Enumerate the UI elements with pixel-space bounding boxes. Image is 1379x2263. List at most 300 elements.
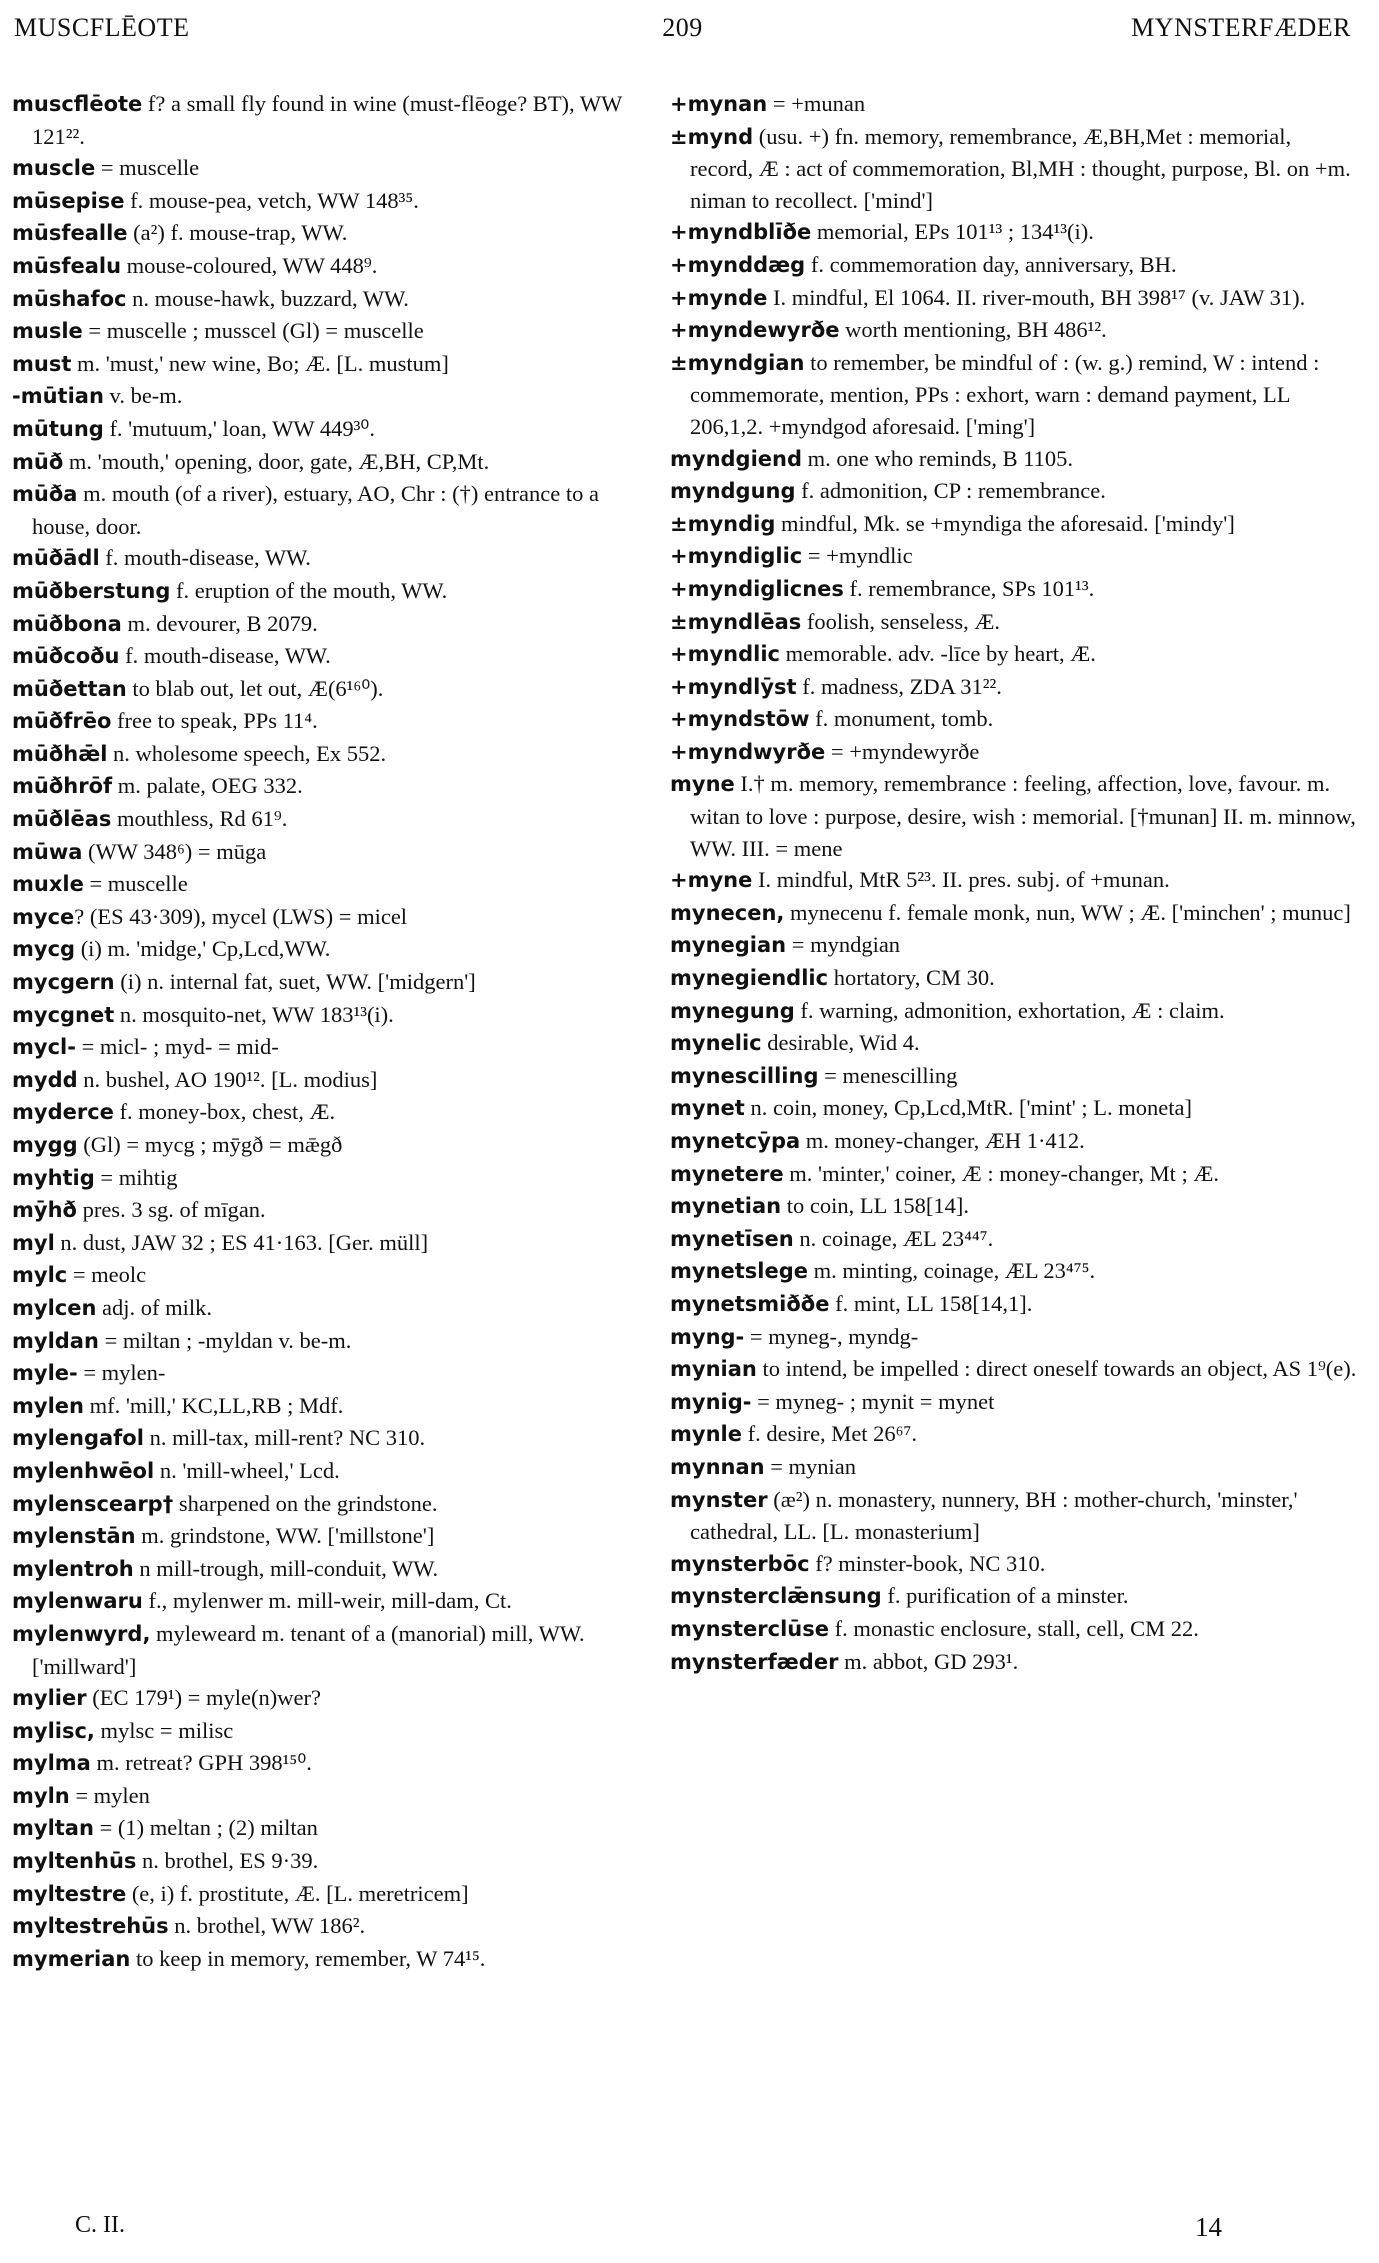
entry-headword: mūðcoðu [12,644,120,669]
dictionary-entry [670,1613,1358,1646]
entry-definition: (æ²) n. monastery, nunnery, BH : mother-church, 'minster,' cathedral, LL. [L. monasterium] [690,1486,1298,1545]
entry-definition: m. 'must,' new wine, Bo; Æ. [L. mustum] [71,350,449,376]
dictionary-entry [12,803,662,836]
entry-definition: m. palate, OEG 332. [112,773,303,799]
dictionary-entry [670,88,1358,121]
entry-headword: +myne [670,868,753,893]
dictionary-entry [670,1321,1358,1354]
dictionary-entry [12,868,662,901]
dictionary-entry [670,929,1358,962]
entry-headword: -mūtian [12,384,104,409]
entry-headword: mylma [12,1751,91,1776]
entry-definition: m. money-changer, ÆH 1·412. [800,1128,1085,1153]
entry-definition: n. mouse-hawk, buzzard, WW. [126,285,409,311]
entry-headword: mynegiendlic [670,966,829,991]
entry-definition: n. 'mill-wheel,' Lcd. [154,1457,340,1483]
dictionary-entry [12,1162,662,1195]
entry-definition: ? (ES 43·309), mycel (LWS) = micel [74,903,408,929]
dictionary-entry [670,1451,1358,1484]
entry-definition: = muscelle [95,155,200,181]
entry-headword: ±myndgian [670,350,805,375]
entry-definition: memorial, EPs 101¹³ ; 134¹³(i). [811,219,1094,245]
dictionary-entry [12,217,662,250]
dictionary-entry [12,770,662,803]
entry-headword: mycl- [12,1035,76,1060]
dictionary-entry [12,933,662,966]
dictionary-entry [670,864,1358,897]
entry-definition: = (1) meltan ; (2) miltan [93,1815,318,1841]
dictionary-entry [12,446,662,479]
dictionary-entry [12,1618,662,1682]
entry-headword: mylen [12,1393,84,1418]
dictionary-entry [12,1878,662,1911]
entry-definition: = muscelle [83,871,188,897]
entry-definition: worth mentioning, BH 486¹². [839,317,1107,343]
entry-headword: mūðbona [12,611,122,636]
dictionary-entry [12,1227,662,1260]
dictionary-entry [12,705,662,738]
entry-headword: mūðhrōf [12,774,113,799]
entry-definition: = +myndewyrðe [825,738,980,764]
entry-definition: to blab out, let out, Æ(6¹⁶⁰). [126,675,384,701]
entry-headword: +myndiglicnes [670,576,844,601]
dictionary-entry [670,1060,1358,1093]
dictionary-entry [670,1223,1358,1256]
entry-headword: mylenwaru [12,1589,143,1614]
entry-headword: mynle [670,1422,742,1447]
entry-definition: (i) m. 'midge,' Cp,Lcd,WW. [75,936,331,962]
entry-definition: n. dust, JAW 32 ; ES 41·163. [Ger. müll] [54,1229,429,1255]
dictionary-entry [670,347,1358,443]
entry-definition: = muscelle ; musscel (Gl) = muscelle [82,318,424,344]
entry-definition: f. monastic enclosure, stall, cell, CM 22. [829,1615,1199,1641]
entry-definition: m. one who reminds, B 1105. [802,445,1074,471]
dictionary-entry [12,348,662,381]
dictionary-entry [12,1455,662,1488]
entry-definition: n. mill-tax, mill-rent? NC 310. [143,1425,426,1451]
entry-headword: must [12,351,72,376]
entry-headword: +mynde [670,285,768,310]
entry-headword: mygg [12,1133,78,1157]
right-column [670,88,1358,1678]
entry-definition: n. wholesome speech, Ex 552. [107,740,387,766]
entry-definition: (WW 348⁶) = mūga [82,838,267,864]
dictionary-entry [12,1129,662,1162]
entry-headword: mynsterclǣnsung [670,1584,882,1609]
dictionary-entry [670,1158,1358,1191]
entry-definition: n. coinage, ÆL 23⁴⁴⁷. [793,1225,994,1251]
dictionary-entry [12,1715,662,1748]
entry-headword: myderce [12,1100,114,1125]
dictionary-entry [12,901,662,934]
entry-headword: mylenstān [12,1524,136,1549]
entry-headword: ±myndig [670,511,776,536]
entry-headword: mycgnet [12,1002,115,1027]
dictionary-entry [670,216,1358,249]
entry-headword: +myndstōw [670,707,810,732]
dictionary-entry [12,380,662,413]
dictionary-entry [12,315,662,348]
entry-definition: f. mouth-disease, WW. [119,643,331,669]
entry-definition: mindful, Mk. se +myndiga the aforesaid. ['mindy'] [775,510,1235,536]
dictionary-entry [670,1548,1358,1581]
entry-definition: = myneg- ; mynit = mynet [751,1388,995,1414]
entry-definition: free to speak, PPs 11⁴. [111,708,318,734]
dictionary-entry [12,1422,662,1455]
entry-definition: (Gl) = mycg ; mȳgð = mǣgð [77,1132,343,1157]
entry-headword: mūðberstung [12,578,171,603]
entry-definition: n mill-trough, mill-conduit, WW. [133,1555,439,1581]
entry-definition: to intend, be impelled : direct oneself towards an object, AS 1⁹(e). [756,1356,1357,1382]
entry-definition: f. 'mutuum,' loan, WW 449³⁰. [103,415,375,441]
dictionary-entry [670,703,1358,736]
entry-headword: mūsfealle [12,221,128,246]
entry-headword: mynegung [670,998,795,1023]
entry-definition: = menescilling [818,1062,958,1088]
entry-headword: myltenhūs [12,1849,137,1874]
entry-definition: f. mint, LL 158[14,1]. [829,1290,1033,1316]
dictionary-entry [670,1386,1358,1419]
entry-headword: muscflēote [12,92,143,116]
footer-page-label: 14 [1195,2212,1222,2242]
entry-definition: n. brothel, WW 186². [168,1913,366,1939]
entry-definition: n. coin, money, Cp,Lcd,MtR. ['mint' ; L. moneta] [744,1095,1193,1121]
entry-definition: m. abbot, GD 293¹. [838,1648,1019,1674]
dictionary-entry [670,282,1358,315]
entry-definition: m. minting, coinage, ÆL 23⁴⁷⁵. [808,1258,1096,1284]
entry-headword: ±mynd [670,124,754,149]
entry-definition: to keep in memory, remember, W 74¹⁵. [130,1945,486,1971]
entry-definition: adj. of milk. [96,1294,213,1320]
entry-definition: mylsc = milisc [94,1717,234,1743]
dictionary-entry [12,478,662,542]
dictionary-entry [12,1910,662,1943]
dictionary-entry [670,1190,1358,1223]
dictionary-entry [12,283,662,316]
entry-headword: myltestre [12,1881,127,1906]
entry-definition: = mylen [69,1782,150,1808]
dictionary-entry [670,1288,1358,1321]
dictionary-entry [12,1845,662,1878]
entry-headword: mynetīsen [670,1226,794,1251]
entry-headword: ±myndlēas [670,609,802,634]
entry-headword: +myndewyrðe [670,318,840,343]
entry-headword: +myndwyrðe [670,739,826,764]
dictionary-entry [12,966,662,999]
dictionary-entry [12,738,662,771]
entry-headword: muxle [12,872,84,897]
entry-definition: f. warning, admonition, exhortation, Æ : claim. [794,997,1225,1023]
entry-headword: mūðfrēo [12,709,112,734]
entry-headword: mylenscearp† [12,1491,174,1516]
entry-definition: to remember, be mindful of : (w. g.) remind, W : intend : commemorate, mention, PPs : exhort, warn : demand payment, LL 206,1,2. +myndgod aforesaid. ['ming'] [690,349,1320,439]
entry-headword: +mynddæg [670,252,806,277]
dictionary-entry [670,573,1358,606]
dictionary-entry [670,249,1358,282]
dictionary-entry [12,640,662,673]
entry-definition: f., mylenwer m. mill-weir, mill-dam, Ct. [142,1588,512,1614]
dictionary-entry [12,1585,662,1618]
dictionary-entry [12,1747,662,1780]
dictionary-entry [12,575,662,608]
entry-definition: (i) n. internal fat, suet, WW. ['midgern'] [114,969,476,995]
left-column [12,88,662,1975]
entry-headword: mylenwyrd, [12,1621,151,1646]
entry-headword: mylc [12,1263,68,1288]
dictionary-entry [12,1357,662,1390]
entry-definition: I. mindful, El 1064. II. river-mouth, BH 398¹⁷ (v. JAW 31). [767,284,1306,310]
entry-headword: mynegian [670,933,787,958]
entry-headword: mylcen [12,1295,97,1320]
entry-headword: +myndiglic [670,544,803,569]
entry-headword: mȳhð [12,1198,77,1223]
entry-headword: myce [12,904,75,929]
dictionary-entry [670,736,1358,769]
entry-definition: f. eruption of the mouth, WW. [170,577,448,603]
entry-definition: = miltan ; -myldan v. be-m. [98,1327,352,1353]
entry-definition: to coin, LL 158[14]. [781,1193,970,1219]
dictionary-entry [670,1255,1358,1288]
dictionary-entry [12,999,662,1032]
dictionary-entry [670,475,1358,508]
running-header [14,8,1351,48]
entry-headword: mynnan [670,1454,765,1479]
entry-headword: mynster [670,1487,768,1512]
entry-definition: (EC 179¹) = myle(n)wer? [86,1685,321,1711]
dictionary-entry [670,540,1358,573]
entry-headword: myle- [12,1361,78,1386]
entry-headword: mūwa [12,839,83,864]
dictionary-entry [670,508,1358,541]
dictionary-entry [12,1943,662,1976]
dictionary-entry [12,1812,662,1845]
entry-definition: = +myndlic [802,543,913,569]
entry-definition: m. grindstone, WW. ['millstone'] [135,1523,435,1549]
entry-headword: mynecen, [670,900,785,925]
dictionary-entry [670,671,1358,704]
entry-headword: mūðādl [12,546,100,571]
entry-definition: n. bushel, AO 190¹². [L. modius] [77,1066,378,1092]
dictionary-entry [670,314,1358,347]
dictionary-entry [670,606,1358,639]
dictionary-entry [12,152,662,185]
entry-headword: mylisc, [12,1718,95,1743]
entry-headword: mynetslege [670,1259,809,1284]
entry-headword: mycgern [12,970,115,995]
page-number: 209 [662,13,703,42]
entry-definition: n. mosquito-net, WW 183¹³(i). [114,1001,394,1027]
dictionary-entry [670,638,1358,671]
dictionary-entry [12,1780,662,1813]
entry-headword: mūshafoc [12,286,127,311]
entry-headword: mūð [12,449,64,474]
entry-definition: mouthless, Rd 61⁹. [111,806,288,832]
dictionary-entry [670,1125,1358,1158]
entry-definition: f. madness, ZDA 31²². [796,673,1002,699]
dictionary-entry [12,88,662,152]
entry-definition: desirable, Wid 4. [761,1030,920,1056]
entry-definition: I. mindful, MtR 5²³. II. pres. subj. of +munan. [752,867,1170,893]
dictionary-entry [670,962,1358,995]
entry-headword: mūsepise [12,188,125,213]
entry-definition: v. be-m. [103,383,183,409]
dictionary-entry [12,1292,662,1325]
dictionary-entry [670,1646,1358,1679]
entry-definition: mynecenu f. female monk, nun, WW ; Æ. ['minchen' ; munuc] [784,899,1351,925]
entry-headword: mylenhwēol [12,1458,155,1483]
dictionary-entry [12,608,662,641]
entry-headword: mylentroh [12,1556,134,1581]
entry-definition: m. retreat? GPH 398¹⁵⁰. [90,1750,312,1776]
dictionary-entry [670,995,1358,1028]
entry-definition: memorable. adv. -līce by heart, Æ. [780,641,1096,667]
entry-headword: muscle [12,156,96,181]
entry-definition: = myneg-, myndg- [744,1323,919,1349]
entry-headword: mynsterfæder [670,1649,839,1674]
dictionary-entry [670,897,1358,930]
entry-headword: myndgiend [670,446,803,471]
entry-headword: +myndlȳst [670,674,797,699]
entry-headword: mycg [12,937,76,962]
entry-definition: m. mouth (of a river), estuary, AO, Chr : (†) entrance to a house, door. [32,481,599,539]
dictionary-entry [670,768,1358,864]
entry-definition: f. desire, Met 26⁶⁷. [741,1421,917,1447]
dictionary-entry [670,1092,1358,1125]
entry-definition: f. mouse-pea, vetch, WW 148³⁵. [124,187,419,213]
entry-definition: f. mouth-disease, WW. [99,545,311,571]
entry-headword: mynetian [670,1194,782,1219]
entry-headword: mynsterbōc [670,1551,810,1576]
entry-headword: mūða [12,482,78,507]
entry-definition: hortatory, CM 30. [828,965,995,991]
entry-definition: = micl- ; myd- = mid- [75,1034,279,1060]
entry-headword: mynian [670,1357,757,1382]
entry-definition: = myndgian [786,932,901,958]
entry-headword: mynelic [670,1031,762,1056]
entry-headword: myl [12,1230,55,1255]
dictionary-entry [12,1064,662,1097]
entry-definition: = mihtig [94,1164,178,1190]
entry-definition: mf. 'mill,' KC,LL,RB ; Mdf. [83,1392,344,1418]
entry-definition: (e, i) f. prostitute, Æ. [L. meretricem] [126,1880,469,1906]
entry-definition: = meolc [67,1262,147,1288]
entry-headword: musle [12,319,83,344]
entry-definition: f. purification of a minster. [881,1583,1129,1609]
dictionary-entry [670,1484,1358,1548]
dictionary-entry [670,443,1358,476]
entry-headword: mymerian [12,1946,131,1971]
dictionary-entry [670,121,1358,217]
entry-headword: myltestrehūs [12,1914,169,1939]
entry-definition: (usu. +) fn. memory, remembrance, Æ,BH,Met : memorial, record, Æ : act of commemoration, Bl,MH : thought, purpose, Bl. on +m. niman to recollect. ['mind'] [690,123,1351,213]
entry-headword: +myndlic [670,642,780,667]
entry-headword: myndgung [670,479,796,504]
entry-definition: m. devourer, B 2079. [121,610,318,636]
entry-definition: myleweard m. tenant of a (manorial) mill, WW. ['millward'] [32,1620,585,1679]
entry-definition: f. monument, tomb. [809,706,994,732]
entry-definition: m. 'mouth,' opening, door, gate, Æ,BH, CP,Mt. [63,448,490,474]
entry-definition: n. brothel, ES 9·39. [136,1848,319,1874]
entry-headword: myln [12,1783,70,1808]
entry-definition: sharpened on the grindstone. [173,1490,438,1516]
dictionary-entry [12,413,662,446]
entry-headword: myng- [670,1324,745,1349]
dictionary-entry [12,1194,662,1227]
entry-definition: = mylen- [77,1360,166,1386]
entry-headword: mynet [670,1096,745,1121]
entry-definition: f. commemoration day, anniversary, BH. [805,251,1177,277]
dictionary-entry [12,1488,662,1521]
dictionary-entry [12,542,662,575]
entry-definition: = mynian [764,1453,857,1479]
dictionary-entry [12,1553,662,1586]
left-guide-word: MUSCFLĒOTE [14,13,190,42]
entry-definition: pres. 3 sg. of mīgan. [76,1197,266,1223]
dictionary-entry [12,1325,662,1358]
entry-headword: mynescilling [670,1063,819,1088]
dictionary-entry [12,185,662,218]
entry-headword: mūðettan [12,676,127,701]
dictionary-entry [12,1390,662,1423]
entry-headword: mūtung [12,416,104,441]
entry-definition: f? minster-book, NC 310. [809,1550,1046,1576]
entry-definition: f. remembrance, SPs 101¹³. [843,575,1095,601]
entry-headword: mylier [12,1686,87,1711]
entry-headword: mynetere [670,1161,784,1186]
entry-headword: mynetsmiððe [670,1291,830,1316]
entry-headword: +myndblīðe [670,220,812,245]
entry-definition: I.† m. memory, remembrance : feeling, affection, love, favour. m. witan to love : purpose, desire, wish : memorial. [†munan] II. m. minnow, WW. III. = mene [690,771,1356,861]
page-footer [0,2212,1379,2248]
entry-headword: mūðhǣl [12,741,108,766]
entry-definition: mouse-coloured, WW 448⁹. [121,252,378,278]
entry-headword: mydd [12,1067,78,1092]
entry-definition: (a²) f. mouse-trap, WW. [127,220,348,246]
dictionary-entry [12,1096,662,1129]
dictionary-entry [670,1027,1358,1060]
dictionary-entry [670,1418,1358,1451]
entry-definition: f. admonition, CP : remembrance. [795,478,1106,504]
entry-headword: mynetcȳpa [670,1129,801,1153]
entry-definition: = +munan [767,91,866,116]
entry-headword: mynig- [670,1389,752,1414]
entry-definition: f? a small fly found in wine (must-flēoge? BT), WW 121²². [32,91,622,149]
entry-definition: f. money-box, chest, Æ. [113,1099,336,1125]
dictionary-entry [12,1520,662,1553]
entry-headword: myne [670,772,735,797]
entry-headword: mūsfealu [12,253,122,278]
entry-definition: m. 'minter,' coiner, Æ : money-changer, Mt ; Æ. [783,1160,1219,1186]
entry-headword: myhtig [12,1165,95,1190]
dictionary-entry [670,1580,1358,1613]
signature-mark: C. II. [75,2212,125,2238]
entry-headword: myltan [12,1816,94,1841]
entry-headword: myldan [12,1328,99,1353]
entry-headword: mylengafol [12,1426,144,1451]
right-guide-word: MYNSTERFÆDER [1131,13,1351,42]
entry-headword: mūðlēas [12,807,112,832]
entry-definition: foolish, senseless, Æ. [801,608,1001,634]
entry-headword: mynsterclūse [670,1616,829,1641]
dictionary-entry [12,836,662,869]
dictionary-entry [12,1031,662,1064]
dictionary-entry [12,250,662,283]
dictionary-entry [670,1353,1358,1386]
entry-headword: +mynan [670,92,768,116]
dictionary-entry [12,673,662,706]
dictionary-entry [12,1259,662,1292]
dictionary-entry [12,1682,662,1715]
